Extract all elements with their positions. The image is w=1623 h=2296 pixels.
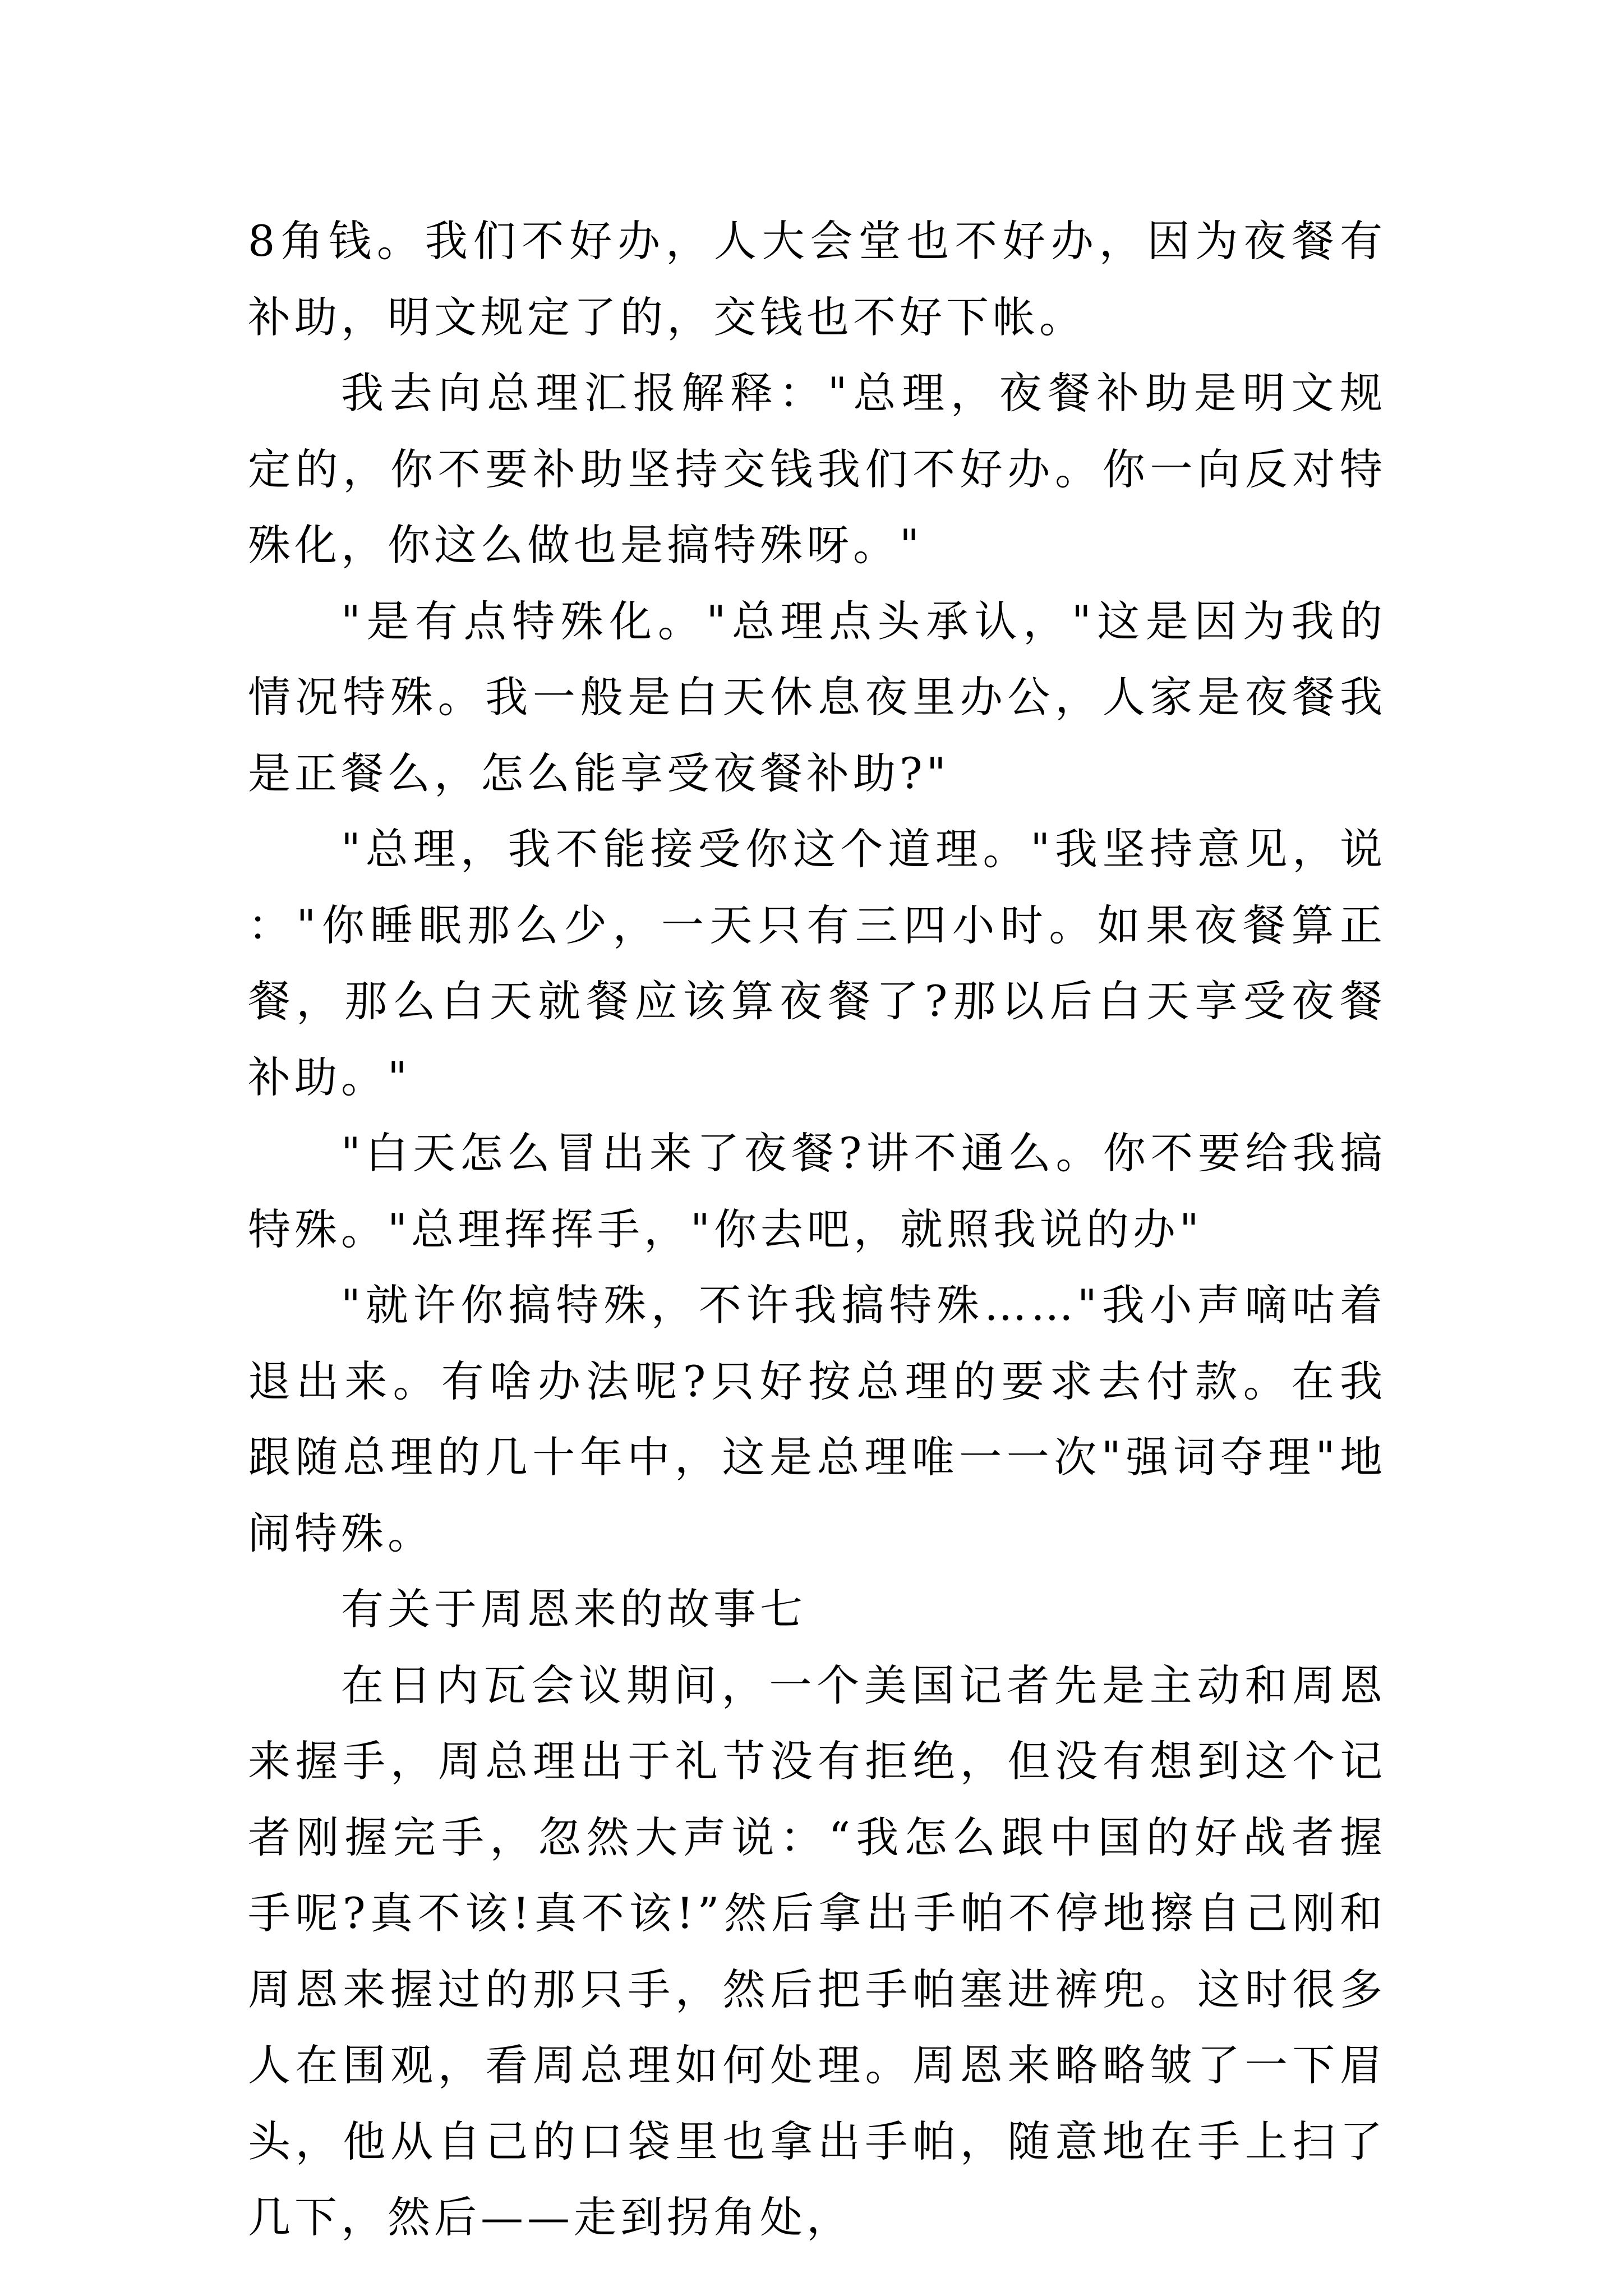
paragraph-mutter-retreat: "就许你搞特殊，不许我搞特殊……"我小声嘀咕着退出来。有啥办法呢?只好按总理的要求去付款。在我跟随总理的几十年中，这是总理唯一一次"强词夺理"地闹特殊。 [248, 1280, 1386, 1558]
paragraph-report-explanation: 我去向总理汇报解释："总理，夜餐补助是明文规定的，你不要补助坚持交钱我们不好办。你一向反对特殊化，你这么做也是搞特殊呀。" [248, 368, 1386, 570]
section-heading-story-seven: 有关于周恩来的故事七 [341, 1584, 806, 1634]
paragraph-premier-wave: "白天怎么冒出来了夜餐?讲不通么。你不要给我搞特殊。"总理挥挥手，"你去吧，就照我说的办" [248, 1128, 1386, 1254]
paragraph-premier-reply: "是有点特殊化。"总理点头承认，"这是因为我的情况特殊。我一般是白天休息夜里办公，人家是夜餐我是正餐么，怎么能享受夜餐补助?" [248, 596, 1386, 798]
paragraph-geneva-story: 在日内瓦会议期间，一个美国记者先是主动和周恩来握手，周总理出于礼节没有拒绝，但没有想到这个记者刚握完手，忽然大声说：“我怎么跟中国的好战者握手呢?真不该!真不该!”然后拿出手帕不停地擦自己刚和周恩来握过的那只手，然后把手帕塞进裤兜。这时很多人在围观，看周总理如何处理。周恩来略略皱了一下眉头，他从自己的口袋里也拿出手帕，随意地在手上扫了几下，然后——走到拐角处， [248, 1660, 1386, 2242]
paragraph-continuation: 8角钱。我们不好办，人大会堂也不好办，因为夜餐有补助，明文规定了的，交钱也不好下帐。 [248, 216, 1386, 342]
document-body [248, 203, 1386, 2256]
paragraph-insist-opinion: "总理，我不能接受你这个道理。"我坚持意见，说："你睡眠那么少，一天只有三四小时。如果夜餐算正餐，那么白天就餐应该算夜餐了?那以后白天享受夜餐补助。" [248, 824, 1386, 1102]
